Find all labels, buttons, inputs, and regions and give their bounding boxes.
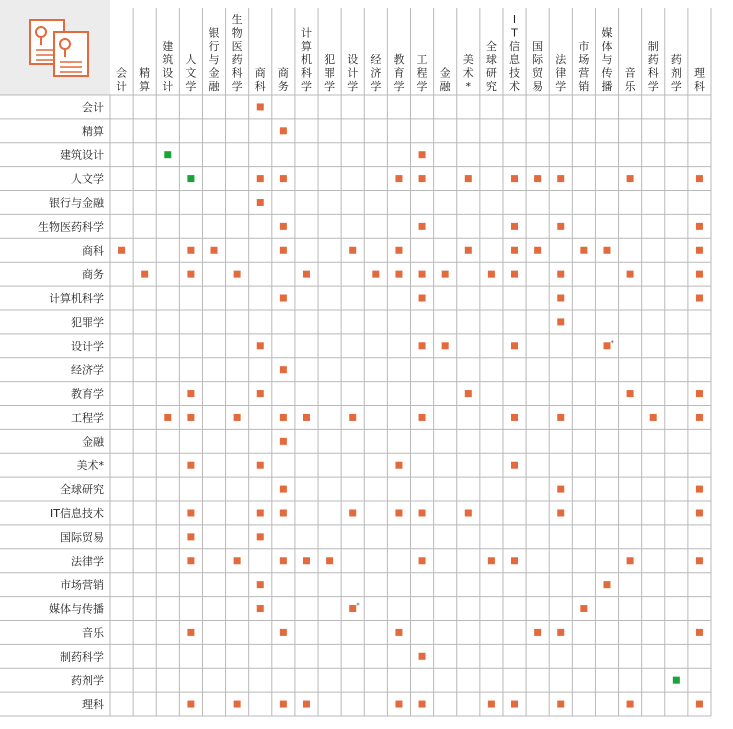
cell-marker [511, 701, 518, 708]
cell-marker [395, 271, 402, 278]
column-header: 药剂学 [670, 53, 682, 93]
column-header: 人文学 [185, 53, 197, 93]
cell-marker [557, 295, 564, 302]
cell-marker [187, 390, 194, 397]
cell-marker [187, 629, 194, 636]
cell-marker [257, 509, 264, 516]
column-header: 商务 [277, 66, 289, 93]
row-header: 生物医药科学 [38, 220, 104, 234]
cell-marker [419, 509, 426, 516]
column-header: 精算 [139, 66, 151, 93]
cell-marker [257, 605, 264, 612]
cell-marker [511, 223, 518, 230]
cell-marker [419, 342, 426, 349]
cell-marker [419, 271, 426, 278]
cell-marker [488, 271, 495, 278]
cell-marker [257, 199, 264, 206]
cell-marker [534, 175, 541, 182]
cell-marker [349, 247, 356, 254]
cell-marker [280, 509, 287, 516]
cell-marker [627, 175, 634, 182]
row-header: 计算机科学 [49, 292, 104, 306]
cell-marker [257, 462, 264, 469]
row-header: 法律学 [71, 554, 104, 568]
cell-marker [442, 271, 449, 278]
cell-marker [696, 701, 703, 708]
cell-marker [257, 175, 264, 182]
cell-marker [280, 438, 287, 445]
row-header: 媒体与传播 [49, 602, 104, 616]
column-header: 理科 [693, 66, 705, 93]
cell-marker [280, 247, 287, 254]
cell-marker-asterisk: * [610, 338, 614, 347]
cell-marker [303, 271, 310, 278]
cell-marker [696, 629, 703, 636]
cell-marker [187, 247, 194, 254]
cell-marker [603, 247, 610, 254]
cell-marker [534, 629, 541, 636]
cell-marker [118, 247, 125, 254]
cell-marker [696, 390, 703, 397]
cell-marker [511, 462, 518, 469]
cell-marker [280, 414, 287, 421]
row-header: 商务 [82, 268, 104, 282]
cell-marker [280, 557, 287, 564]
cell-marker [187, 271, 194, 278]
cell-marker [257, 342, 264, 349]
cell-marker [557, 509, 564, 516]
row-header: 市场营销 [60, 578, 104, 592]
row-header: 银行与金融 [49, 196, 104, 210]
column-header: 全球研究 [485, 39, 497, 93]
cell-marker [234, 701, 241, 708]
column-header: 法律学 [555, 53, 567, 93]
row-header: 人文学 [71, 172, 104, 186]
cell-marker [257, 581, 264, 588]
cell-marker [696, 247, 703, 254]
cell-marker [534, 247, 541, 254]
row-header: 商科 [82, 244, 104, 258]
cell-marker [465, 509, 472, 516]
column-header: 制药科学 [647, 39, 659, 93]
cell-marker [557, 486, 564, 493]
column-header: 犯罪学 [324, 53, 336, 93]
column-header: 国际贸易 [532, 39, 544, 93]
cell-marker [280, 366, 287, 373]
cell-marker [187, 414, 194, 421]
row-header: 制药科学 [60, 650, 104, 664]
cell-marker [187, 701, 194, 708]
cell-marker [580, 605, 587, 612]
cell-marker [419, 414, 426, 421]
cell-marker [557, 318, 564, 325]
column-header: 美术* [462, 53, 474, 93]
cell-marker [557, 175, 564, 182]
cell-marker [488, 557, 495, 564]
cell-marker [603, 581, 610, 588]
cell-marker [511, 557, 518, 564]
column-header: 会计 [116, 66, 128, 93]
cell-marker [511, 414, 518, 421]
column-header: 计算机科学 [300, 26, 312, 93]
cell-marker-asterisk: * [356, 601, 360, 610]
cell-marker-green [673, 677, 680, 684]
column-header: 金融 [439, 66, 451, 93]
cell-marker [419, 223, 426, 230]
cell-marker [211, 247, 218, 254]
column-header: 商科 [254, 66, 266, 93]
cell-marker [511, 342, 518, 349]
cell-marker [557, 701, 564, 708]
cell-marker [627, 557, 634, 564]
cell-marker [187, 557, 194, 564]
cell-marker [187, 509, 194, 516]
row-header: 精算 [82, 124, 104, 138]
row-header: 理科 [82, 698, 104, 712]
cell-marker-green [164, 151, 171, 158]
cell-marker [280, 175, 287, 182]
cell-marker [465, 247, 472, 254]
cell-marker [557, 223, 564, 230]
row-header: 经济学 [71, 363, 104, 377]
cell-marker [280, 486, 287, 493]
cell-marker [627, 390, 634, 397]
cell-marker [395, 509, 402, 516]
cell-marker [696, 509, 703, 516]
cell-marker [419, 295, 426, 302]
column-header: 市场营销 [578, 39, 590, 93]
cell-marker [419, 653, 426, 660]
cell-marker [395, 701, 402, 708]
cell-marker [488, 701, 495, 708]
cell-marker [696, 175, 703, 182]
cell-marker [395, 175, 402, 182]
cell-marker [696, 414, 703, 421]
cell-marker [280, 223, 287, 230]
cell-marker [511, 271, 518, 278]
cell-marker [627, 701, 634, 708]
cell-marker [280, 295, 287, 302]
column-header: 工程学 [416, 53, 428, 93]
cell-marker [234, 271, 241, 278]
cell-marker [349, 509, 356, 516]
row-header: 设计学 [71, 339, 104, 353]
cell-marker [603, 342, 610, 349]
cell-marker [696, 271, 703, 278]
cell-marker [627, 271, 634, 278]
cell-marker [257, 390, 264, 397]
row-header: 金融 [82, 435, 104, 449]
cell-marker [557, 414, 564, 421]
cell-marker [696, 557, 703, 564]
column-header: 音乐 [624, 66, 636, 93]
cell-marker [419, 151, 426, 158]
cell-marker [696, 295, 703, 302]
cell-marker [557, 629, 564, 636]
row-header: 国际贸易 [60, 530, 104, 544]
cell-marker [395, 462, 402, 469]
cell-marker [650, 414, 657, 421]
cell-marker [234, 414, 241, 421]
cell-marker [234, 557, 241, 564]
row-header: 教育学 [71, 387, 104, 401]
cell-marker [442, 342, 449, 349]
row-header: 药剂学 [71, 674, 104, 688]
cell-marker [303, 701, 310, 708]
column-header: 银行与金融 [208, 26, 220, 93]
cell-marker [280, 629, 287, 636]
cell-marker [187, 533, 194, 540]
column-header: 建筑设计 [162, 39, 174, 93]
cell-marker [580, 247, 587, 254]
cell-marker [557, 271, 564, 278]
row-header: 犯罪学 [71, 315, 104, 329]
cell-marker [419, 175, 426, 182]
cell-marker [372, 271, 379, 278]
cell-marker [187, 462, 194, 469]
cell-marker [326, 557, 333, 564]
cell-marker [696, 223, 703, 230]
cell-marker [141, 271, 148, 278]
column-header: 生物医药科学 [231, 13, 243, 93]
column-header: 经济学 [370, 53, 382, 93]
cell-marker [395, 247, 402, 254]
cell-marker [280, 701, 287, 708]
cell-marker [696, 486, 703, 493]
cell-marker [303, 557, 310, 564]
row-header: 建筑设计 [60, 148, 104, 162]
row-header: 音乐 [82, 626, 104, 640]
cell-marker [303, 414, 310, 421]
cell-marker [419, 557, 426, 564]
cell-marker [257, 103, 264, 110]
cell-marker [511, 247, 518, 254]
row-header: 会计 [82, 100, 104, 114]
column-header: 设计学 [347, 53, 359, 93]
cell-marker [280, 127, 287, 134]
row-header: IT信息技术 [50, 506, 104, 520]
cell-marker [257, 533, 264, 540]
cell-marker [465, 390, 472, 397]
column-header: I T 信息技术 [509, 13, 521, 93]
cell-marker [164, 414, 171, 421]
column-header: 教育学 [393, 53, 405, 93]
cell-marker [465, 175, 472, 182]
cell-marker [511, 175, 518, 182]
row-header: 美术* [76, 459, 104, 473]
cell-marker [419, 701, 426, 708]
row-header: 全球研究 [60, 483, 104, 497]
row-header: 工程学 [71, 411, 104, 425]
cell-marker [349, 605, 356, 612]
cell-marker-green [187, 175, 194, 182]
column-header: 媒体与传播 [601, 26, 613, 93]
cell-marker [349, 414, 356, 421]
cell-marker [395, 629, 402, 636]
